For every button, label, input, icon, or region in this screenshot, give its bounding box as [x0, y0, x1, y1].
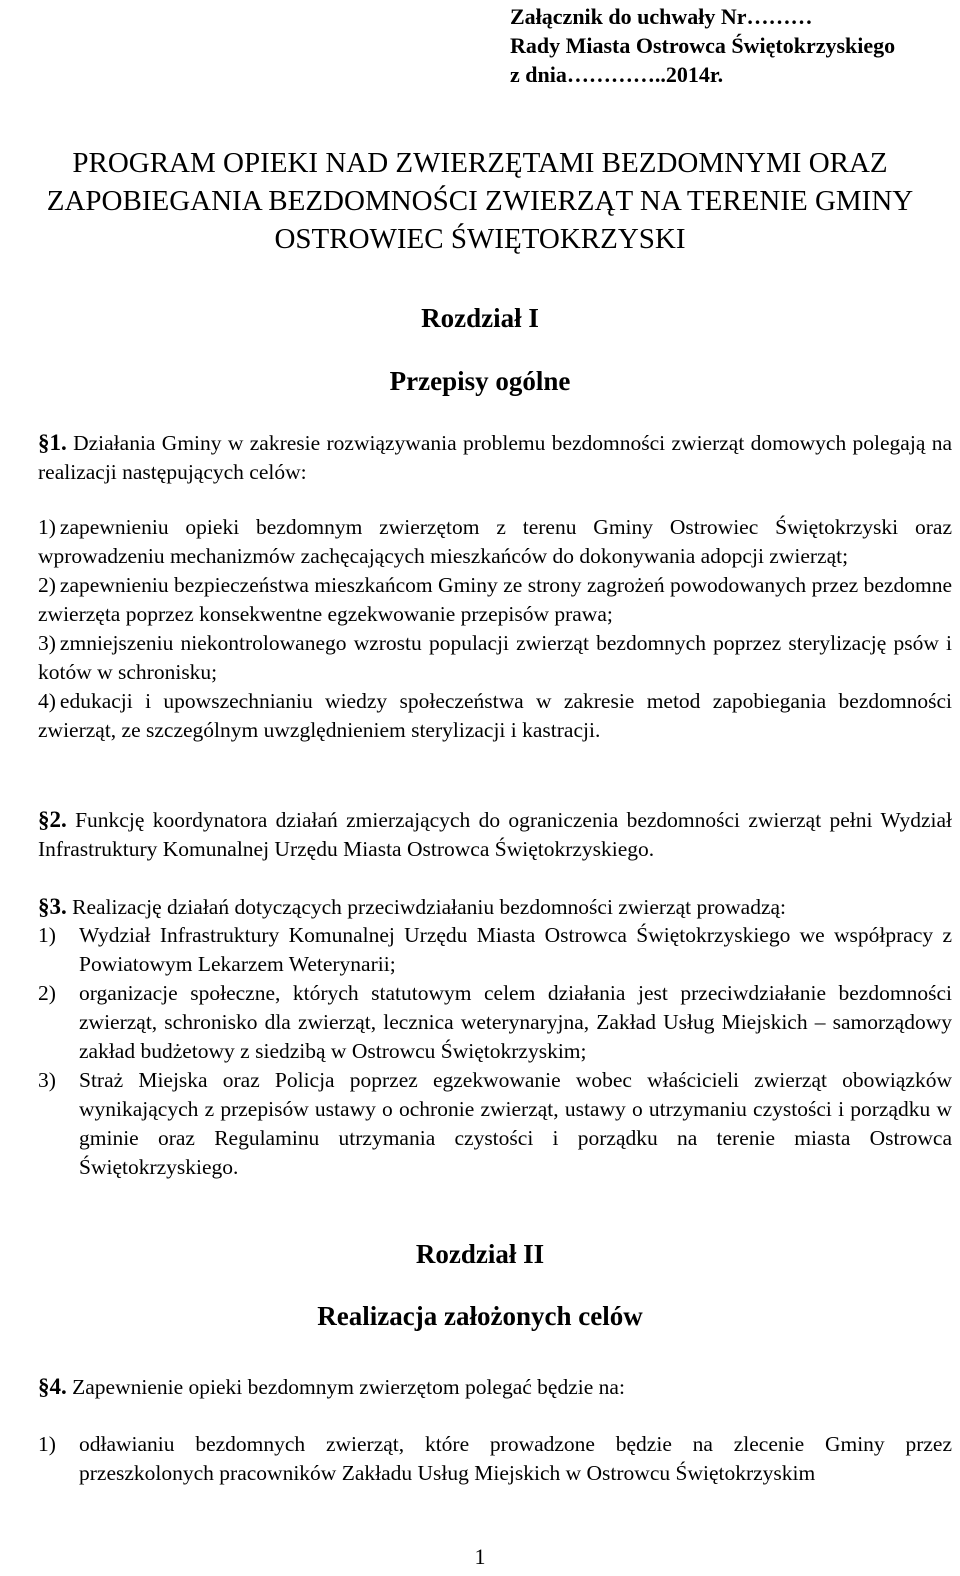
section-4-intro — [38, 1372, 952, 1402]
section-1-intro — [38, 428, 952, 487]
list-item: 2) zapewnieniu bezpieczeństwa mieszkańcom Gminy ze strony zagrożeń powodowanych przez bezdomne zwierzęta poprzez konsekwentne egzekwowanie przepisów prawa; — [38, 573, 952, 626]
document-title — [0, 144, 960, 258]
section-3-intro — [38, 892, 952, 922]
title-line-1: PROGRAM OPIEKI NAD ZWIERZĘTAMI BEZDOMNYMI ORAZ — [72, 147, 888, 179]
title-line-3: OSTROWIEC ŚWIĘTOKRZYSKI — [274, 223, 686, 255]
section-1-text: Działania Gminy w zakresie rozwiązywania problemu bezdomności zwierząt domowych polegają na realizacji następujących celów: — [38, 431, 952, 484]
section-4-number: §4. — [38, 1374, 67, 1399]
section-3-list — [38, 921, 952, 1182]
section-2 — [38, 805, 952, 864]
list-item: 1) odławianiu bezdomnych zwierząt, które prowadzone będzie na zlecenie Gminy przez przeszkolonych pracowników Zakładu Usług Miejskich w Ostrowcu Świętokrzyskim — [38, 1432, 952, 1485]
list-item: 3) Straż Miejska oraz Policja poprzez egzekwowanie wobec właścicieli zwierząt obowiązków wynikających z przepisów ustawy o ochronie zwierząt, ustawy o utrzymaniu czystości i porządku w gminie oraz Regulaminu utrzymania czystości i porządku na terenie miasta Ostrowca Świętokrzyskiego. — [38, 1068, 952, 1179]
section-2-number: §2. — [38, 807, 67, 832]
attachment-header — [510, 2, 895, 89]
list-item: 1) Wydział Infrastruktury Komunalnej Urzędu Miasta Ostrowca Świętokrzyskiego we współpracy z Powiatowym Lekarzem Weterynarii; — [38, 923, 952, 976]
header-line-3: z dnia…………..2014r. — [510, 62, 724, 87]
section-1-list — [38, 513, 952, 745]
section-3-text: Realizację działań dotyczących przeciwdziałaniu bezdomności zwierząt prowadzą: — [72, 895, 787, 919]
chapter-2-number: Rozdział II — [415, 1239, 545, 1269]
section-2-text: Funkcję koordynatora działań zmierzających do ograniczenia bezdomności zwierząt pełni Wydział Infrastruktury Komunalnej Urzędu Miasta Ostrowca Świętokrzyskiego. — [38, 808, 952, 861]
title-line-2: ZAPOBIEGANIA BEZDOMNOŚCI ZWIERZĄT NA TERENIE GMINY — [46, 185, 914, 217]
header-line-2: Rady Miasta Ostrowca Świętokrzyskiego — [510, 33, 896, 58]
list-item: 4) edukacji i upowszechnianiu wiedzy społeczeństwa w zakresie metod zapobiegania bezdomności zwierząt, ze szczególnym uwzględnieniem sterylizacji i kastracji. — [38, 689, 952, 742]
chapter-1-number: Rozdział I — [421, 303, 539, 333]
list-item: 1) zapewnieniu opieki bezdomnym zwierzętom z terenu Gminy Ostrowiec Świętokrzyski oraz wprowadzeniu mechanizmów zachęcających mieszkańców do dokonywania adopcji zwierząt; — [38, 515, 952, 568]
section-4-list — [38, 1430, 952, 1488]
section-3-number: §3. — [38, 894, 67, 919]
header-line-1: Załącznik do uchwały Nr……… — [510, 4, 813, 29]
section-1-number: §1. — [38, 430, 67, 455]
list-item: 2) organizacje społeczne, których statutowym celem działania jest przeciwdziałanie bezdomności zwierząt, schronisko dla zwierząt, lecznica weterynaryjna, Zakład Usług Miejskich – samorządowy zakład budżetowy z siedzibą w Ostrowcu Świętokrzyskim; — [38, 981, 952, 1063]
chapter-2-name: Realizacja założonych celów — [317, 1301, 643, 1331]
chapter-1-name: Przepisy ogólne — [389, 366, 571, 396]
page-number: 1 — [474, 1544, 486, 1569]
list-item: 3) zmniejszeniu niekontrolowanego wzrostu populacji zwierząt bezdomnych poprzez sterylizację psów i kotów w schronisku; — [38, 631, 952, 684]
section-4-text: Zapewnienie opieki bezdomnym zwierzętom polegać będzie na: — [72, 1375, 625, 1399]
